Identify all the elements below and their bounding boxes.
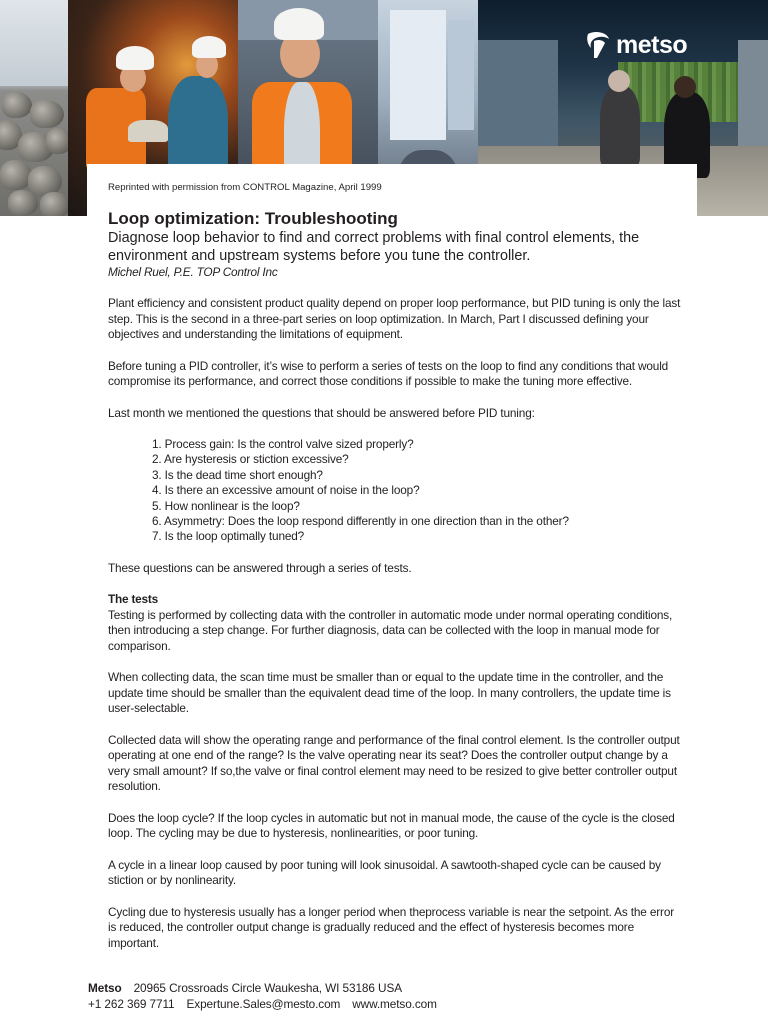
body-paragraph: Collected data will show the operating range and performance of the final control element. Is the controller output operating at one end of the range? Is the valve operating near its seat? Does the controller output change by a very small amount? If so,the valve or final control element may need to be resized to give better controller output resolution.	[108, 732, 680, 794]
list-item: 1. Process gain: Is the control valve sized properly?	[152, 437, 414, 451]
author-byline: Michel Ruel, P.E. TOP Control Inc	[108, 265, 278, 279]
footer-address: 20965 Crossroads Circle Waukesha, WI 53186 USA	[133, 981, 402, 995]
list-item: 4. Is there an excessive amount of noise in the loop?	[152, 483, 420, 498]
footer-email-link[interactable]: Expertune.Sales@mesto.com	[186, 997, 341, 1011]
body-paragraph: Testing is performed by collecting data with the controller in automatic mode under normal operating conditions, then introducing a step change. For further diagnosis, data can be collected with the loop in manual mode for comparison.	[108, 607, 673, 653]
footer-website-link[interactable]: www.metso.com	[352, 997, 437, 1011]
body-paragraph: Cycling due to hysteresis usually has a longer period when theprocess variable is near the setpoint. As the error is reduced, the controller output change is gradually reduced and the effect of hysteresis becomes more important.	[108, 904, 675, 950]
article-subtitle: Diagnose loop behavior to find and correct problems with final control elements, the environment and upstream systems before you tune the controller.	[108, 230, 640, 264]
list-item: 6. Asymmetry: Does the loop respond differently in one direction than in the other?	[152, 514, 569, 529]
intro-paragraph: Plant efficiency and consistent product quality depend on proper loop performance, but PID tuning is only the last step. This is the second in a three-part series on loop optimization. In March, Part I discussed defining your objectives and understanding the limitations of equipment.	[108, 296, 681, 341]
article-content	[108, 182, 683, 951]
list-item: 5. How nonlinear is the loop?	[152, 498, 300, 513]
after-list-paragraph: These questions can be answered through a series of tests.	[108, 560, 412, 575]
section-heading: The tests	[108, 592, 158, 607]
body-paragraph: Does the loop cycle? If the loop cycles in automatic but not in manual mode, the cause of the cycle is the closed loop. The cycling may be due to hysteresis, nonlinearities, or poor tuning.	[108, 810, 675, 841]
footer-contact	[88, 980, 688, 1012]
metso-logo-text: metso	[616, 30, 688, 59]
reprint-note: Reprinted with permission from CONTROL Magazine, April 1999	[108, 182, 382, 193]
article-title: Loop optimization: Troubleshooting	[108, 209, 398, 228]
list-item: 2. Are hysteresis or stiction excessive?	[152, 452, 349, 467]
body-paragraph: A cycle in a linear loop caused by poor tuning will look sinusoidal. A sawtooth-shaped cycle can be caused by stiction or by nonlinearity.	[108, 857, 661, 888]
list-item: 7. Is the loop optimally tuned?	[152, 529, 305, 544]
questions-list	[108, 437, 683, 545]
body-paragraph: When collecting data, the scan time must be smaller than or equal to the update time in the controller, and the update time should be smaller than the equivalent dead time of the loop. In many controllers, the update time is user-selectable.	[108, 670, 671, 716]
footer-address-line	[88, 980, 688, 996]
footer-contact-line	[88, 996, 688, 1012]
rocks-photo	[0, 0, 68, 216]
metso-logo-icon	[585, 30, 611, 60]
list-item: 3. Is the dead time short enough?	[152, 467, 323, 482]
metso-logo	[585, 30, 687, 60]
footer-company: Metso	[88, 981, 122, 995]
intro-paragraph: Last month we mentioned the questions that should be answered before PID tuning:	[108, 405, 535, 420]
footer-phone: +1 262 369 7711	[88, 997, 175, 1011]
intro-paragraph: Before tuning a PID controller, it’s wise to perform a series of tests on the loop to find any conditions that would compromise its performance, and correct those conditions if possible to make the tuning more effective.	[108, 358, 669, 388]
